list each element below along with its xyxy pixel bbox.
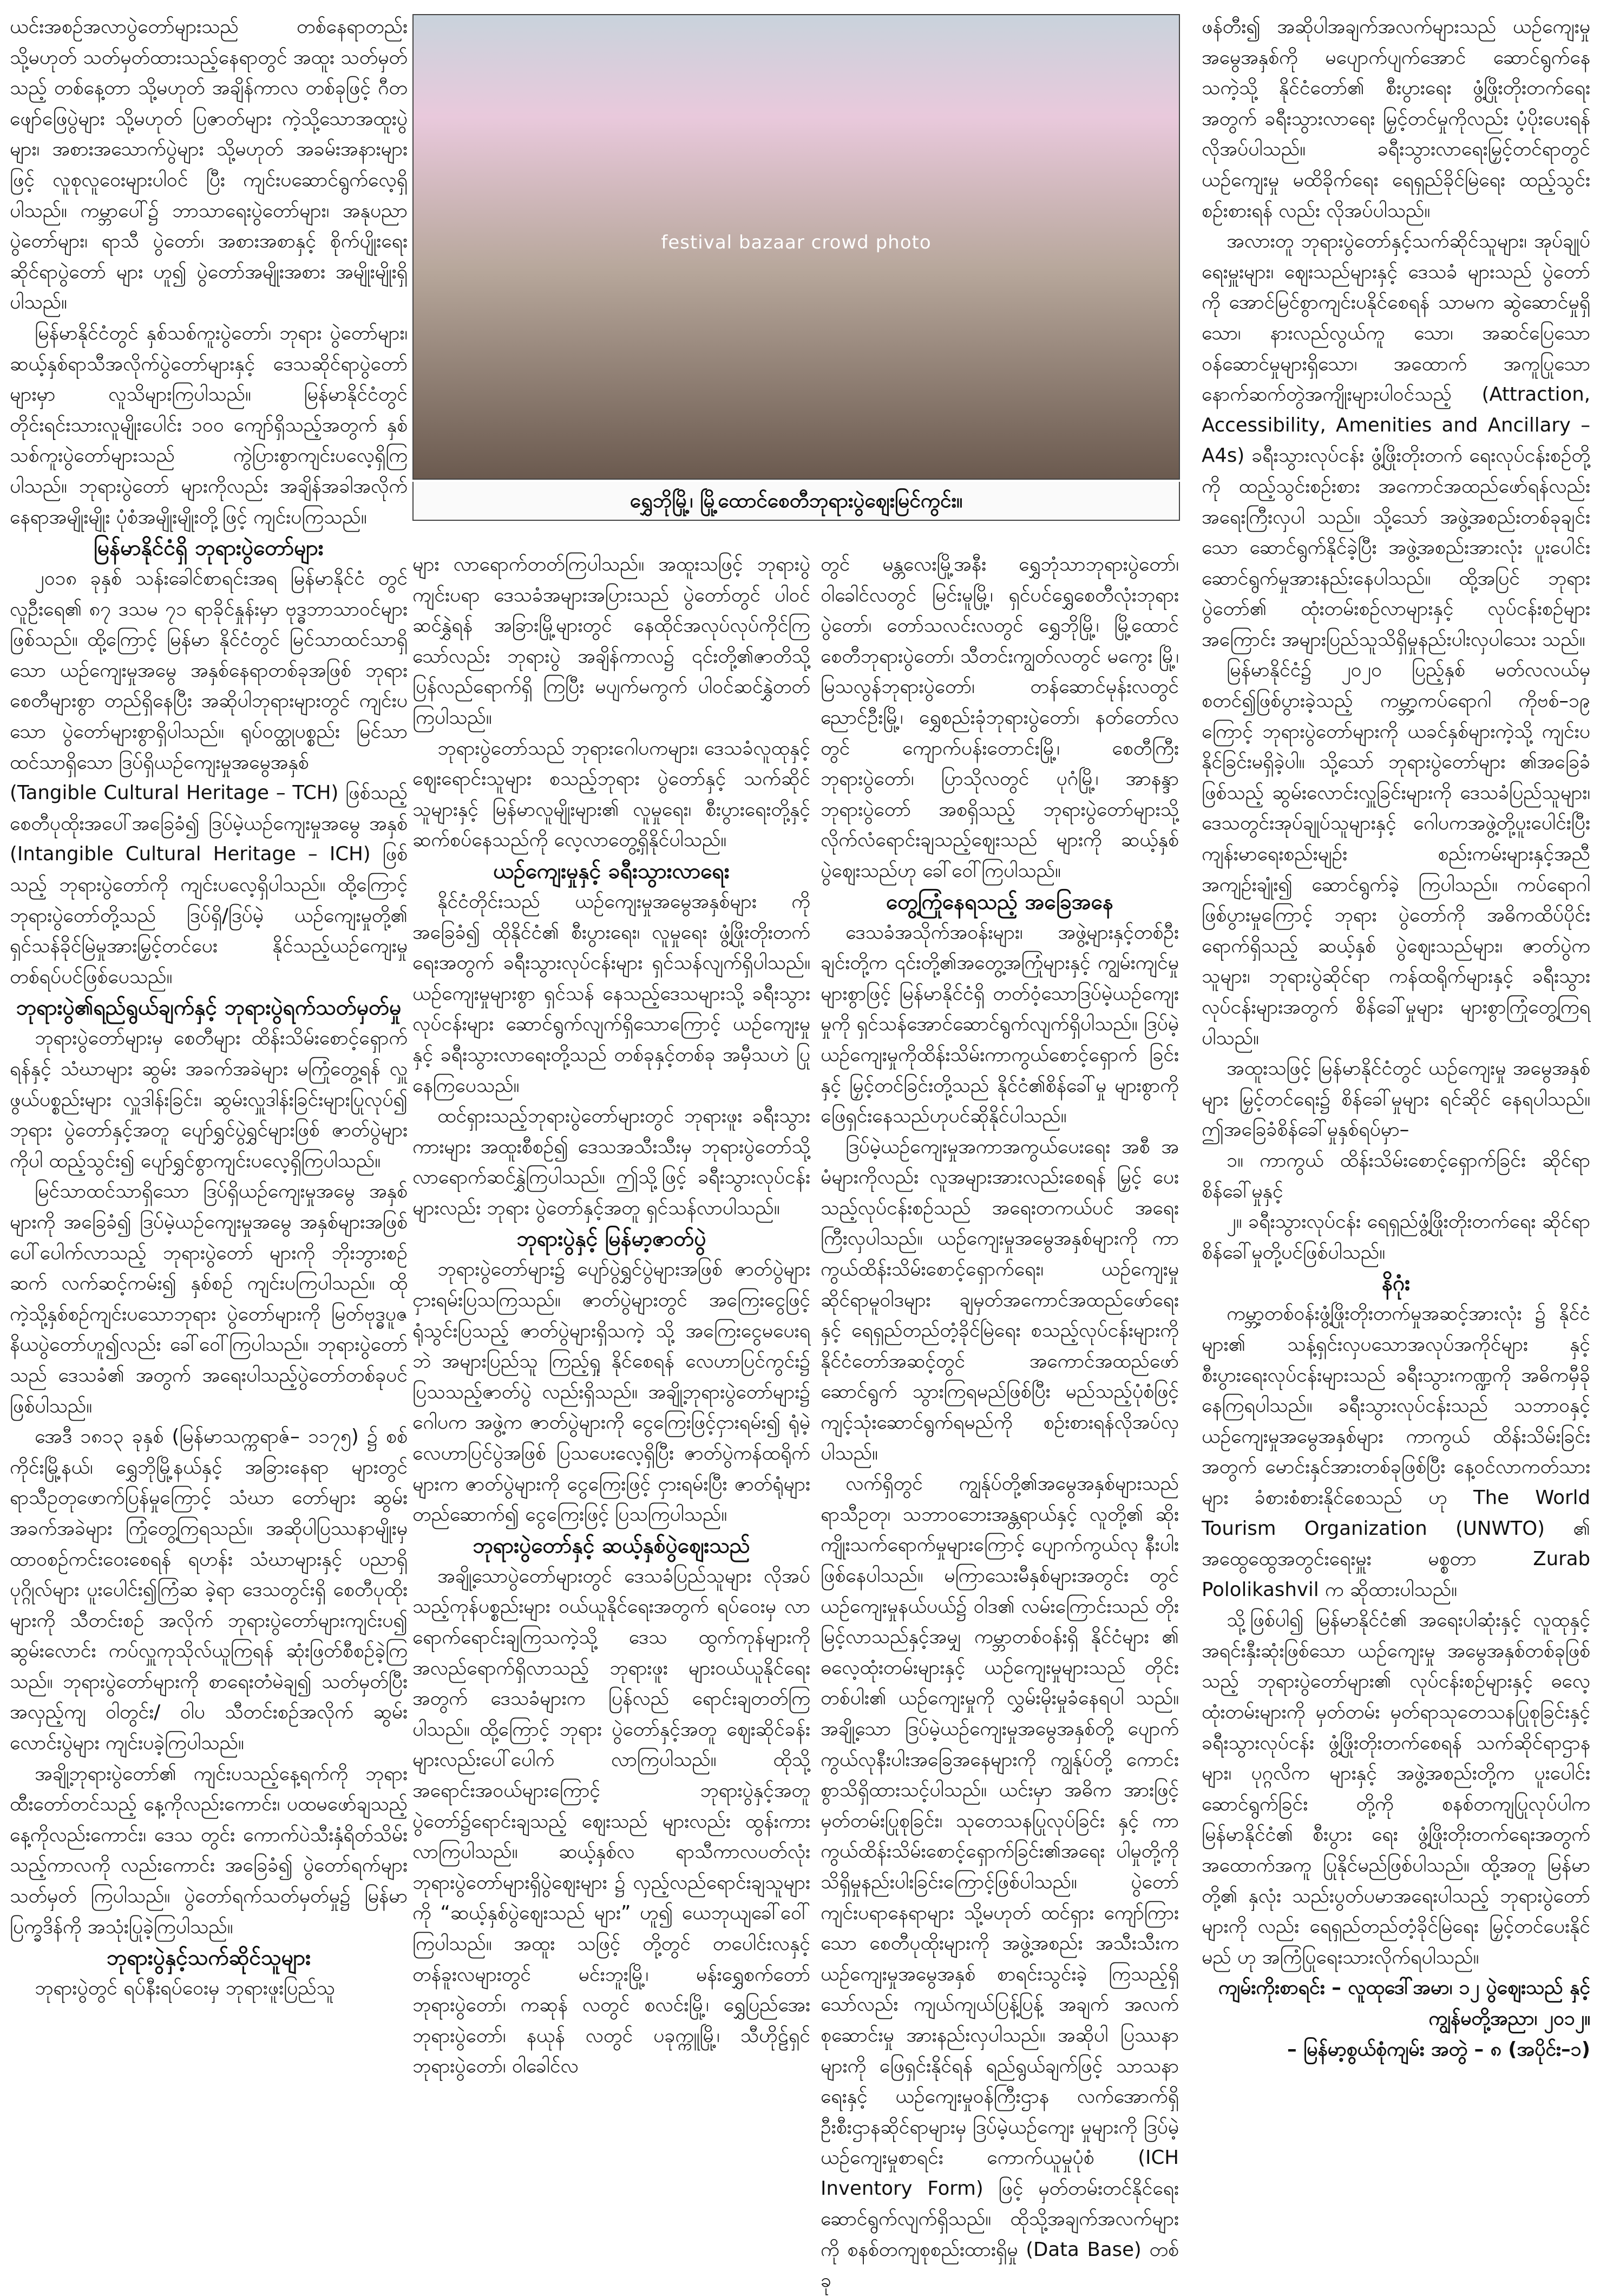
article-column-4: [1202, 12, 1590, 2215]
paragraph: ကမ္ဘာ့တစ်ဝန်းဖွံ့ဖြိုးတိုးတက်မှုအဆင့်အားလုံး ၌ နိုင်ငံများ၏ သန့်ရှင်းလှပသောအလုပ်အကိုင်များ နှင့် စီးပွားရေးလုပ်ငန်းများသည် ခရီးသွားကဏ္ဍကို အဓိကမှီခိုနေကြရပါသည်။ ခရီးသွားလုပ်ငန်းသည် သဘာဝနှင့် ယဉ်ကျေးမှုအမွေအနှစ်များ ကာကွယ် ထိန်းသိမ်းခြင်းအတွက် မောင်းနှင်အားတစ်ခုဖြစ်ပြီး နေ့ဝင်လာကတ်သားများ ခံစားစံစားနိုင်စေသည် ဟု The World Tourism Organization (UNWTO) ၏ အထွေထွေအတွင်းရေးမှူး မစ္စတာ Zurab Pololikashvil က ဆိုထားပါသည်။: [1202, 1303, 1590, 1601]
section-heading: ဘုရားပွဲနှင့်သက်ဆိုင်သူများ: [106, 1946, 311, 1971]
paragraph: အထူးသဖြင့် မြန်မာနိုင်ငံတွင် ယဉ်ကျေးမှု အမွေအနှစ်များ မြှင့်တင်ရေး၌ စိန်ခေါ်မှုများ ရင်ဆိုင် နေရပါသည်။ ဤအခြေခံစိန်ခေါ်မှုနှစ်ရပ်မှာ–: [1202, 1057, 1590, 1141]
section-heading: ယဉ်ကျေးမှုနှင့် ခရီးသွားလာရေး: [493, 859, 730, 884]
paragraph: များ လာရောက်တတ်ကြပါသည်။ အထူးသဖြင့် ဘုရားပွဲကျင်းပရာ ဒေသခံအများအပြားသည် ပွဲတော်တွင် ပါဝင်ဆင်နွှဲရန် အခြားမြို့များတွင် နေထိုင်အလုပ်လုပ်ကိုင်ကြသော်လည်း ဘုရားပွဲ အချိန်ကာလ၌ ၎င်းတို့၏ဇာတိသို့ ပြန်လည်ရောက်ရှိ ကြပြီး မပျက်မကွက် ပါဝင်ဆင်နွှဲတတ်ကြပါသည်။: [412, 553, 810, 729]
reference-line: – မြန်မာ့စွယ်စုံကျမ်း အတွဲ – ၈ (အပိုင်း–၁): [1287, 2038, 1590, 2060]
section-heading: မြန်မာနိုင်ငံရှိ ဘုရားပွဲတော်များ: [94, 536, 324, 561]
paragraph: တွင် မန္တလေးမြို့အနီး ရွှေဘုံသာဘုရားပွဲတော်၊ ဝါခေါင်လတွင် မြင်းမူမြို့၊ ရှင်ပင်ရွှေစေတီလုံးဘုရား ပွဲတော်၊ တော်သလင်းလတွင် ရွှေဘိုမြို့၊ မြို့ထောင် စေတီဘုရားပွဲတော်၊ သီတင်းကျွတ်လတွင် မကွေး မြို့၊ မြသလွန်ဘုရားပွဲတော်၊ တန်ဆောင်မုန်းလတွင် ညောင်ဦးမြို့၊ ရွှေစည်းခုံဘုရားပွဲတော်၊ နတ်တော်လ တွင် ကျောက်ပန်းတောင်းမြို့၊ စေတီကြီးဘုရားပွဲတော်၊ ပြာသိုလတွင် ပုဂံမြို့၊ အာနန္ဒာဘုရားပွဲတော် အစရှိသည့် ဘုရားပွဲတော်များသို့ လိုက်လံရောင်းချသည့်ဈေးသည် များကို ဆယ့်နှစ်ပွဲဈေးသည်ဟု ခေါ်ဝေါ်ကြပါသည်။: [821, 553, 1179, 882]
festival-photo: [412, 14, 1180, 480]
section-heading: နိဂုံး: [1381, 1271, 1411, 1296]
reference-line: ကျမ်းကိုးစာရင်း – လူထုဒေါ်အမာ၊ ၁၂ ပွဲဈေးသည် နှင့် ကျွန်မတို့အညာ၊ ၂၀၁၂။: [1218, 1977, 1590, 2030]
paragraph: ဖန်တီး၍ အဆိုပါအချက်အလက်များသည် ယဉ်ကျေးမှုအမွေအနှစ်ကို မပျောက်ပျက်အောင် ဆောင်ရွက်နေသကဲ့သို့ နိုင်ငံတော်၏ စီးပွားရေး ဖွံ့ဖြိုးတိုးတက်ရေးအတွက် ခရီးသွားလာရေး မြှင့်တင်မှုကိုလည်း ပံ့ပိုးပေးရန် လိုအပ်ပါသည်။ ခရီးသွားလာရေးမြှင့်တင်ရာတွင် ယဉ်ကျေးမှု မထိခိုက်ရေး ရေရှည်ခိုင်မြဲရေး ထည့်သွင်းစဉ်းစားရန် လည်း လိုအပ်ပါသည်။: [1202, 16, 1590, 222]
article-column-3: [821, 550, 1179, 2292]
paragraph: အချို့ဘုရားပွဲတော်၏ ကျင်းပသည့်နေ့ရက်ကို ဘုရားထီးတော်တင်သည့် နေ့ကိုလည်းကောင်း၊ ပထမဖော်ချသည့်နေ့ကိုလည်းကောင်း၊ ဒေသ တွင်း ကောက်ပဲသီးနှံရိတ်သိမ်းသည့်ကာလကို လည်းကောင်း အခြေခံ၍ ပွဲတော်ရက်များ သတ်မှတ် ကြပါသည်။ ပွဲတော်ရက်သတ်မှတ်မှု၌ မြန်မာ ပြက္ခဒိန်ကို အသုံးပြုခဲ့ကြပါသည်။: [10, 1762, 408, 1938]
photo-placeholder-label: festival bazaar crowd photo: [661, 232, 932, 253]
paragraph: မြန်မာနိုင်ငံတွင် နှစ်သစ်ကူးပွဲတော်၊ ဘုရား ပွဲတော်များ၊ ဆယ့်နှစ်ရာသီအလိုက်ပွဲတော်များနှင့် ဒေသဆိုင်ရာပွဲတော်များမှာ လူသိများကြပါသည်။ မြန်မာနိုင်ငံတွင် တိုင်းရင်းသားလူမျိုးပေါင်း ၁၀၀ ကျော်ရှိသည့်အတွက် နှစ်သစ်ကူးပွဲတော်များသည် ကွဲပြားစွာကျင်းပလေ့ရှိကြပါသည်။ ဘုရားပွဲတော် များကိုလည်း အချိန်အခါအလိုက် နေရာအမျိုးမျိုး ပုံစံအမျိုးမျိုးတို့ဖြင့် ကျင်းပကြသည်။: [10, 322, 408, 528]
article-column-2: [412, 550, 810, 2216]
paragraph: ဘုရားပွဲတော်သည် ဘုရားဂေါပကများ၊ ဒေသခံလူထုနှင့် ဈေးရောင်းသူများ စသည့်ဘုရား ပွဲတော်နှင့် သက်ဆိုင်သူများနှင့် မြန်မာလူမျိုးများ၏ လူမှုရေး၊ စီးပွားရေးတို့နှင့် ဆက်စပ်နေသည်ကို လေ့လာတွေ့ရှိနိုင်ပါသည်။: [412, 737, 810, 852]
paragraph: ဘုရားပွဲတော်များမှ စေတီများ ထိန်းသိမ်းစောင့်ရှောက်ရန်နှင့် သံဃာများ ဆွမ်း အခက်အခဲများ မကြုံတွေ့ရန် လှူဖွယ်ပစ္စည်းများ လှူဒါန်းခြင်း၊ ဆွမ်းလှူဒါန်းခြင်းများပြုလုပ်၍ ဘုရား ပွဲတော်နှင့်အတူ ပျော်ရွှင်ပွဲရွှင်များဖြစ် ဇာတ်ပွဲများကိုပါ ထည့်သွင်း၍ ပျော်ရွှင်စွာကျင်းပလေ့ရှိကြပါသည်။: [10, 1027, 408, 1172]
paragraph: အေဒီ ၁၈၁၃ ခုနှစ် (မြန်မာသက္ကရာဇ်– ၁၁၇၅) ၌ စစ်ကိုင်းမြို့နယ်၊ ရွှေဘိုမြို့နယ်နှင့် အခြားနေရာ များတွင် ရာသီဥတုဖောက်ပြန်မှုကြောင့် သံဃာ တော်များ ဆွမ်းအခက်အခဲများ ကြုံတွေ့ကြရသည်။ အဆိုပါပြဿနာမျိုးမှ ထာဝစဉ်ကင်းဝေးစေရန် ရဟန်း သံဃာများနှင့် ပညာရှိပုဂ္ဂိုလ်များ ပူးပေါင်း၍ကြံဆ ခဲ့ရာ ဒေသတွင်းရှိ စေတီပုထိုးများကို သီတင်းစဉ် အလိုက် ဘုရားပွဲတော်များကျင်းပ၍ ဆွမ်းလောင်း ကပ်လှူကုသိုလ်ယူကြရန် ဆုံးဖြတ်စီစဉ်ခဲ့ကြသည်။ ဘုရားပွဲတော်များကို စာရေးတံမဲချ၍ သတ်မှတ်ပြီး အလှည့်ကျ ဝါတွင်း/ ဝါပ သီတင်းစဉ်အလိုက် ဆွမ်းလောင်းပွဲများ ကျင်းပခဲ့ကြပါသည်။: [10, 1425, 408, 1755]
paragraph: ဒြပ်မဲ့ယဉ်ကျေးမှုအကာအကွယ်ပေးရေး အစီ အမံများကိုလည်း လူအများအားလည်းစေရန် မြှင့် ပေးသည့်လုပ်ငန်းစဉ်သည် အရေးတကယ်ပင် အရေး ကြီးလှပါသည်။ ယဉ်ကျေးမှုအမွေအနှစ်များကို ကာကွယ်ထိန်းသိမ်းစောင့်ရှောက်ရေး၊ ယဉ်ကျေးမှု ဆိုင်ရာမူဝါဒများ ချမှတ်အကောင်အထည်ဖော်ရေး နှင့် ရေရှည်တည်တံ့ခိုင်မြဲရေး စသည့်လုပ်ငန်းများကို နိုင်ငံတော်အဆင့်တွင် အကောင်အထည်ဖော် ဆောင်ရွက် သွားကြရမည်ဖြစ်ပြီး မည်သည့်ပုံစံဖြင့် ကျင့်သုံးဆောင်ရွက်ရမည်ကို စဉ်းစားရန်လိုအပ်လှ ပါသည်။: [821, 1135, 1179, 1464]
section-heading: ဘုရားပွဲနှင့် မြန်မာ့ဇာတ်ပွဲ: [516, 1227, 706, 1252]
paragraph: ဘုရားပွဲတော်များ၌ ပျော်ပွဲရွှင်ပွဲများအဖြစ် ဇာတ်ပွဲများ ငှားရမ်းပြသကြသည်။ ဇာတ်ပွဲများတွင် အကြေးငွေဖြင့် ရုံသွင်းပြသည့် ဇာတ်ပွဲများရှိသကဲ့ သို့ အကြေးငွေမပေးရဘဲ အများပြည်သူ ကြည့်ရှု နိုင်စေရန် လေဟာပြင်ကွင်း၌ ပြသသည့်ဇာတ်ပွဲ လည်းရှိသည်။ အချို့ဘုရားပွဲတော်များ၌ ဂေါပက အဖွဲ့က ဇာတ်ပွဲများကို ငွေကြေးဖြင့်ငှားရမ်း၍ ရုံမဲ့လေဟာပြင်ပွဲအဖြစ် ပြသပေးလေ့ရှိပြီး ဇာတ်ပွဲကန်ထရိုက်များက ဇာတ်ပွဲများကို ငွေကြေးဖြင့် ငှားရမ်းပြီး ဇာတ်ရုံများတည်ဆောက်၍ ငွေကြေးဖြင့် ပြသကြပါသည်။: [412, 1258, 810, 1526]
photo-caption: ရွှေဘိုမြို့၊ မြို့ထောင်စေတီဘုရားပွဲဈေးမြင်ကွင်း။: [412, 482, 1180, 521]
paragraph: ၁။ ကာကွယ် ထိန်းသိမ်းစောင့်ရှောက်ခြင်း ဆိုင်ရာစိန်ခေါ်မှုနှင့်: [1202, 1149, 1590, 1202]
section-heading: ဘုရားပွဲတော်နှင့် ဆယ့်နှစ်ပွဲဈေးသည်: [473, 1533, 750, 1558]
paragraph: ဒေသခံအသိုက်အဝန်းများ၊ အဖွဲ့များနှင့်တစ်ဦး ချင်းတို့က ၎င်းတို့၏အတွေ့အကြုံများနှင့် ကျွမ်းကျင်မှု များစွာဖြင့် မြန်မာနိုင်ငံရှိ တတ်ဝံ့သောဒြပ်မဲ့ယဉ်ကျေး မှုကို ရှင်သန်အောင်ဆောင်ရွက်လျက်ရှိပါသည်။ ဒြပ်မဲ့ယဉ်ကျေးမှုကိုထိန်းသိမ်းကာကွယ်စောင့်ရှောက် ခြင်းနှင့် မြှင့်တင်ခြင်းတို့သည် နိုင်ငံ၏စိန်ခေါ်မှု များစွာကို ဖြေရှင်းနေသည်ဟုပင်ဆိုနိုင်ပါသည်။: [821, 921, 1179, 1128]
paragraph: အချို့သောပွဲတော်များတွင် ဒေသခံပြည်သူများ လိုအပ်သည့်ကုန်ပစ္စည်းများ ဝယ်ယူနိုင်ရေးအတွက် ရပ်ဝေးမှ လာရောက်ရောင်းချကြသကဲ့သို့ ဒေသ ထွက်ကုန်များကို အလည်ရောက်ရှိလာသည့် ဘုရားဖူး များဝယ်ယူနိုင်ရေးအတွက် ဒေသခံများက ပြန်လည် ရောင်းချတတ်ကြပါသည်။ ထို့ကြောင့် ဘုရား ပွဲတော်နှင့်အတူ ဈေးဆိုင်ခန်းများလည်းပေါ်ပေါက် လာကြပါသည်။ ထိုသို့ အရောင်းအဝယ်များကြောင့် ဘုရားပွဲနှင့်အတူ ပွဲတော်၌ရောင်းချသည့် ဈေးသည် များလည်း ထွန်းကားလာကြပါသည်။ ဆယ့်နှစ်လ ရာသီကာလပတ်လုံး ဘုရားပွဲတော်များရှိပွဲဈေးများ ၌ လှည့်လည်ရောင်းချသူများကို “ဆယ့်နှစ်ပွဲဈေးသည် များ” ဟူ၍ ယေဘုယျခေါ်ဝေါ်ကြပါသည်။ အထူး သဖြင့် တို့တွင် တပေါင်းလနှင့် တန်ခူးလများတွင် မင်းဘူးမြို့၊ မန်းရွှေစက်တော်ဘုရားပွဲတော်၊ ကဆုန် လတွင် စလင်းမြို့၊ ရွှေပြည်အေးဘုရားပွဲတော်၊ နယုန် လတွင် ပခုက္ကူမြို့၊ သီဟိုဠ်ရှင်ဘုရားပွဲတော်၊ ဝါခေါင်လ: [412, 1565, 810, 2078]
paragraph: လက်ရှိတွင် ကျွန်ုပ်တို့၏အမွေအနှစ်များသည် ရာသီဥတု၊ သဘာဝဘေးအန္တရာယ်နှင့် လူတို့၏ ဆိုးကျိုးသက်ရောက်မှုများကြောင့် ပျောက်ကွယ်လု နီးပါးဖြစ်နေပါသည်။ မကြာသေးမီနှစ်များအတွင်း တွင် ယဉ်ကျေးမှုနယ်ပယ်၌ ဝါဒ၏ လမ်းကြောင်းသည် တိုးမြင့်လာသည်နှင့်အမျှ ကမ္ဘာတစ်ဝန်းရှိ နိုင်ငံများ ၏ ဓလေ့ထုံးတမ်းများနှင့် ယဉ်ကျေးမှုများသည် တိုင်းတစ်ပါး၏ ယဉ်ကျေးမှုကို လွှမ်းမိုးမှုခံနေရပါ သည်။ အချို့သော ဒြပ်မဲ့ယဉ်ကျေးမှုအမွေအနှစ်တို့ ပျောက်ကွယ်လုနီးပါးအခြေအနေများကို ကျွန်ုပ်တို့ ကောင်းစွာသိရှိထားသင့်ပါသည်။ ယင်းမှာ အဓိက အားဖြင့် မှတ်တမ်းပြုစုခြင်း၊ သုတေသနပြုလုပ်ခြင်း နှင့် ကာကွယ်ထိန်းသိမ်းစောင့်ရှောက်ခြင်း၏အရေး ပါမှုတို့ကို သိရှိမှုနည်းပါးခြင်းကြောင့်ဖြစ်ပါသည်။ ပွဲတော်ကျင်းပရာနေရာများ သို့မဟုတ် ထင်ရှား ကျော်ကြားသော စေတီပုထိုးများကို အဖွဲ့အစည်း အသီးသီးက ယဉ်ကျေးမှုအမွေအနှစ် စာရင်းသွင်းခဲ့ ကြသည့်ရှိသော်လည်း ကျယ်ကျယ်ပြန့်ပြန့် အချက် အလက်စုဆောင်းမှု အားနည်းလှပါသည်။ အဆိုပါ ပြဿနာများကို ဖြေရှင်းနိုင်ရန် ရည်ရွယ်ချက်ဖြင့် သာသနာရေးနှင့် ယဉ်ကျေးမှုဝန်ကြီးဌာန လက်အောက်ရှိ ဦးစီးဌာနဆိုင်ရာများမှ ဒြပ်မဲ့ယဉ်ကျေး မှုများကို ဒြပ်မဲ့ယဉ်ကျေးမှုစာရင်း ကောက်ယူမှုပုံစံ (ICH Inventory Form) ဖြင့် မှတ်တမ်းတင်နိုင်ရေး ဆောင်ရွက်လျက်ရှိသည်။ ထိုသို့အချက်အလက်များ ကို စနစ်တကျစုစည်းထားရှိမှု (Data Base) တစ်ခု: [821, 1473, 1179, 2292]
paragraph: (Tangible Cultural Heritage – TCH) ဖြစ်သည့် စေတီပုထိုးအပေါ်အခြေခံ၍ ဒြပ်မဲ့ယဉ်ကျေးမှုအမွေ အနှစ် (Intangible Cultural Heritage – ICH) ဖြစ်သည့် ဘုရားပွဲတော်ကို ကျင်းပလေ့ရှိပါသည်။ ထို့ကြောင့် ဘုရားပွဲတော်တို့သည် ဒြပ်ရှိ/ဒြပ်မဲ့ ယဉ်ကျေးမှုတို့၏ ရှင်သန်ခိုင်မြဲမှုအားမြှင့်တင်ပေး နိုင်သည့်ယဉ်ကျေးမှုတစ်ရပ်ပင်ဖြစ်ပေသည်။: [10, 782, 408, 988]
section-heading: ဘုရားပွဲ၏ရည်ရွယ်ချက်နှင့် ဘုရားပွဲရက်သတ်မှတ်မှု: [16, 996, 402, 1021]
section-heading: တွေ့ကြုံနေရသည့် အခြေအနေ: [886, 889, 1113, 914]
paragraph: အလားတူ ဘုရားပွဲတော်နှင့်သက်ဆိုင်သူများ၊ အုပ်ချုပ်ရေးမှူးများ၊ ဈေးသည်များနှင့် ဒေသခံ များသည် ပွဲတော်ကို အောင်မြင်စွာကျင်းပနိုင်စေရန် သာမက ဆွဲဆောင်မှုရှိသော၊ နားလည်လွယ်ကူ သော၊ အဆင်ပြေသောဝန်ဆောင်မှုများရှိသော၊ အထောက် အကူပြုသော နောက်ဆက်တွဲအကျိုးများပါဝင်သည့် (Attraction, Accessibility, Amenities and Ancillary – A4s) ခရီးသွားလုပ်ငန်း ဖွံ့ဖြိုးတိုးတက် ရေးလုပ်ငန်းစဉ်တို့ကို ထည့်သွင်းစဉ်းစား အကောင်အထည်ဖော်ရန်လည်း အရေးကြီးလှပါ သည်။ သို့သော် အဖွဲ့အစည်းတစ်ခုချင်းသော ဆောင်ရွက်နိုင်ခဲ့ပြီး အဖွဲ့အစည်းအားလုံး ပူးပေါင်း ဆောင်ရွက်မှုအားနည်းနေပါသည်။ ထို့အပြင် ဘုရား ပွဲတော်၏ ထုံးတမ်းစဉ်လာများနှင့် လုပ်ငန်းစဉ်များ အကြောင်း အများပြည်သူသိရှိမှုနည်းပါးလှပါသေး သည်။: [1202, 230, 1590, 651]
paragraph: ၂၀၁၈ ခုနှစ် သန်းခေါင်စာရင်းအရ မြန်မာနိုင်ငံ တွင် လူဦးရေ၏ ၈၇ ဒသမ ၇၁ ရာခိုင်နှုန်းမှာ ဗုဒ္ဓဘာသာဝင်များဖြစ်သည်။ ထို့ကြောင့် မြန်မာ နိုင်ငံတွင် မြင်သာထင်သာရှိသော ယဉ်ကျေးမှုအမွေ အနှစ်နေရာတစ်ခုအဖြစ် ဘုရားစေတီများစွာ တည်ရှိနေပြီး အဆိုပါဘုရားများတွင် ကျင်းပသော ပွဲတော်များစွာရှိပါသည်။ ရုပ်ဝတ္ထုပစ္စည်း မြင်သာ ထင်သာရှိသော ဒြပ်ရှိယဉ်ကျေးမှုအမွေအနှစ်: [10, 567, 408, 774]
paragraph: ယင်းအစဉ်အလာပွဲတော်များသည် တစ်နေရာတည်း သို့မဟုတ် သတ်မှတ်ထားသည့်နေရာတွင် အထူး သတ်မှတ်သည့် တစ်နေ့တာ သို့မဟုတ် အချိန်ကာလ တစ်ခုဖြင့် ဂီတဖျော်ဖြေပွဲများ သို့မဟုတ် ပြဇာတ်များ ကဲ့သို့သောအထူးပွဲများ၊ အစားအသောက်ပွဲများ သို့မဟုတ် အခမ်းအနားများဖြင့် လူစုလူဝေးများပါဝင် ပြီး ကျင်းပဆောင်ရွက်လေ့ရှိပါသည်။ ကမ္ဘာပေါ်၌ ဘာသာရေးပွဲတော်များ၊ အနုပညာပွဲတော်များ၊ ရာသီ ပွဲတော်၊ အစားအစာနှင့် စိုက်ပျိုးရေးဆိုင်ရာပွဲတော် များ ဟူ၍ ပွဲတော်အမျိုးအစား အမျိုးမျိုးရှိပါသည်။: [10, 16, 408, 314]
paragraph: သို့ဖြစ်ပါ၍ မြန်မာနိုင်ငံ၏ အရေးပါဆုံးနှင့် လူထုနှင့် အရင်းနှီးဆုံးဖြစ်သော ယဉ်ကျေးမှု အမွေအနှစ်တစ်ခုဖြစ်သည့် ဘုရားပွဲတော်များ၏ လုပ်ငန်းစဉ်များနှင့် ဓလေ့ထုံးတမ်းများကို မှတ်တမ်း မှတ်ရာသုတေသနပြုစုခြင်းနှင့် ခရီးသွားလုပ်ငန်း ဖွံ့ဖြိုးတိုးတက်စေရန် သက်ဆိုင်ရာဌာနများ၊ ပုဂ္ဂလိက များနှင့် အဖွဲ့အစည်းတို့က ပူးပေါင်းဆောင်ရွက်ခြင်း တို့ကို စနစ်တကျပြုလုပ်ပါက မြန်မာနိုင်ငံ၏ စီးပွား ရေး ဖွံ့ဖြိုးတိုးတက်ရေးအတွက် အထောက်အကူ ပြုနိုင်မည်ဖြစ်ပါသည်။ ထို့အတူ မြန်မာတို့၏ နှလုံး သည်းပွတ်ပမာအရေးပါသည့် ဘုရားပွဲတော်များကို လည်း ရေရှည်တည်တံ့ခိုင်မြဲရေး မြှင့်တင်ပေးနိုင်မည် ဟု အကြံပြုရေးသားလိုက်ရပါသည်။: [1202, 1609, 1590, 1968]
paragraph: ထင်ရှားသည့်ဘုရားပွဲတော်များတွင် ဘုရားဖူး ခရီးသွားကားများ အထူးစီစဉ်၍ ဒေသအသီးသီးမှ ဘုရားပွဲတော်သို့ လာရောက်ဆင်နွှဲကြပါသည်။ ဤသို့ဖြင့် ခရီးသွားလုပ်ငန်းများလည်း ဘုရား ပွဲတော်နှင့်အတူ ရှင်သန်လာပါသည်။: [412, 1105, 810, 1219]
paragraph: မြန်မာနိုင်ငံ၌ ၂၀၂၀ ပြည့်နှစ် မတ်လလယ်မှ စတင်၍ဖြစ်ပွားခဲ့သည့် ကမ္ဘာ့ကပ်ရောဂါ ကိုဗစ်–၁၉ ကြောင့် ဘုရားပွဲတော်များကို ယခင်နှစ်များကဲ့သို့ ကျင်းပနိုင်ခြင်းမရှိခဲ့ပါ။ သို့သော် ဘုရားပွဲတော်များ ၏အခြေခံဖြစ်သည့် ဆွမ်းလောင်းလှူခြင်းများကို ဒေသခံပြည်သူများ၊ ဒေသတွင်းအုပ်ချုပ်သူများနှင့် ဂေါပကအဖွဲ့တို့ပူးပေါင်းပြီး ကျန်းမာရေးစည်းမျဉ်း စည်းကမ်းများနှင့်အညီ အကျဉ်းချုံး၍ ဆောင်ရွက်ခဲ့ ကြပါသည်။ ကပ်ရောဂါဖြစ်ပွားမှုကြောင့် ဘုရား ပွဲတော်ကို အဓိကထိပ်ပိုင်းရောက်ရှိသည့် ဆယ့်နှစ် ပွဲဈေးသည်များ၊ ဇာတ်ပွဲကသူများ၊ ဘုရားပွဲဆိုင်ရာ ကန်ထရိုက်များနှင့် ခရီးသွားလုပ်ငန်းများအတွက် စိန်ခေါ်မှုများ များစွာကြုံတွေ့ကြရပါသည်။: [1202, 659, 1590, 1049]
article-column-1: [10, 12, 408, 2215]
paragraph: ၂။ ခရီးသွားလုပ်ငန်း ရေရှည်ဖွံ့ဖြိုးတိုးတက်ရေး ဆိုင်ရာ စိန်ခေါ်မှုတို့ပင်ဖြစ်ပါသည်။: [1202, 1211, 1590, 1264]
paragraph: ဘုရားပွဲတွင် ရပ်နီးရပ်ဝေးမှ ဘုရားဖူးပြည်သူ: [35, 1977, 335, 2000]
paragraph: နိုင်ငံတိုင်းသည် ယဉ်ကျေးမှုအမွေအနှစ်များ ကိုအခြေခံ၍ ထိုနိုင်ငံ၏ စီးပွားရေး၊ လူမှုရေး ဖွံ့ဖြိုးတိုးတက်ရေးအတွက် ခရီးသွားလုပ်ငန်းများ ရှင်သန်လျက်ရှိပါသည်။ ယဉ်ကျေးမှုများစွာ ရှင်သန် နေသည့်ဒေသများသို့ ခရီးသွားလုပ်ငန်းများ ဆောင်ရွက်လျက်ရှိသောကြောင့် ယဉ်ကျေးမှုနှင့် ခရီးသွားလာရေးတို့သည် တစ်ခုနှင့်တစ်ခု အမှီသဟဲ ပြုနေကြပေသည်။: [412, 890, 810, 1097]
paragraph: မြင်သာထင်သာရှိသော ဒြပ်ရှိယဉ်ကျေးမှုအမွေ အနှစ်များကို အခြေခံ၍ ဒြပ်မဲ့ယဉ်ကျေးမှုအမွေ အနှစ်များအဖြစ် ပေါ်ပေါက်လာသည့် ဘုရားပွဲတော် များကို ဘိုးဘွားစဉ်ဆက် လက်ဆင့်ကမ်း၍ နှစ်စဉ် ကျင်းပကြပါသည်။ ထိုကဲ့သို့နှစ်စဉ်ကျင်းပသောဘုရား ပွဲတော်များကို မြတ်ဗုဒ္ဓပူဇနိယပွဲတော်ဟူ၍လည်း ခေါ်ဝေါ်ကြပါသည်။ ဘုရားပွဲတော်သည် ဒေသခံ၏ အတွက် အရေးပါသည့်ပွဲတော်တစ်ခုပင်ဖြစ်ပါသည်။: [10, 1180, 408, 1417]
